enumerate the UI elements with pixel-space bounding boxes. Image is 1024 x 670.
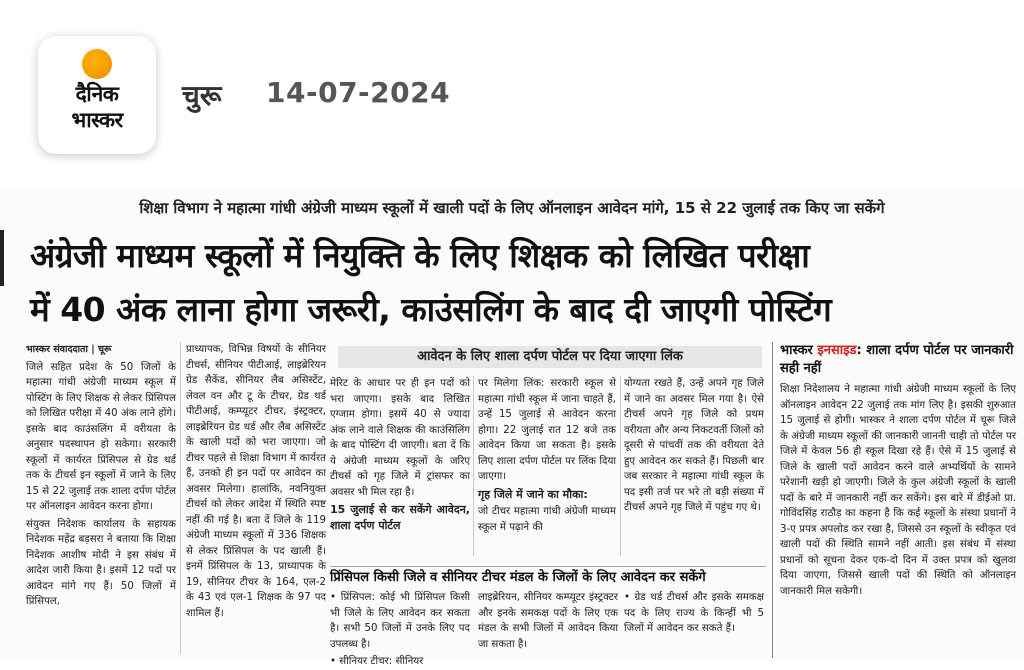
paragraph: प्राध्यापक, विभिन्न विषयों के सीनियर टीचर्स, सीनियर पीटीआई, लाइब्रेरियन ग्रेड सैकेंड, सीनियर लैब असिस्टेंट, लेवल वन और टू के टीचर, ग्रेड थर्ड पीटीआई, कम्प्यूटर टीचर, इंस्ट्रक्टर, लाइब्रेरियन ग्रेड थर्ड और लैब असिस्टेंट के खाली पदों को भरा जाएगा। जो टीचर पहले से शिक्षा विभाग में कार्यरत हैं, उनको ही इन पदों पर आवेदन का अवसर मिलेगा। हालांकि, नवनियुक्त टीचर्स को लेकर आदेश में स्थिति स्पष्ट नहीं की गई है। बता दें जिले के 119 अंग्रेजी माध्यम स्कूलों में 336 शिक्षक से लेकर प्रिंसिपल के पद खाली हैं। इनमें प्रिंसिपल के 13, प्राध्यापक के 19, सीनियर टीचर के 164, एल-2 के 43 एवं एल-1 शिक्षक के 97 पद शामिल हैं।	[186, 344, 326, 619]
paragraph: शिक्षा निदेशालय ने महात्मा गांधी अंग्रेजी माध्यम स्कूलों के लिए ऑनलाइन आवेदन 22 जुलाई तक मांग लिए है। इसकी शुरुआत 15 जुलाई से होगी। भास्कर ने शाला दर्पण पोर्टल में चूरू जिले के अंग्रेजी माध्यम स्कूलों की जानकारी जाननी चाही तो पोर्टल पर जिले में केवल 56 ही स्कूल दिखा रहे हैं। ऐसे में 15 जुलाई से जिले के खाली पदों आवेदन करने वाले अभ्यर्थियों के सामने परेशानी खड़ी हो जाएगी। जिले के कुल अंग्रेजी स्कूलों के खाली पदों के बारे में जानकारी नहीं कर सकेंगे। इस बारे में डीईओ प्रा. गोविंदसिंह राठौड़ का कहना है कि कई स्कूलों के संस्था प्रधानों ने 3-ए प्रपत्र अपलोड कर रखा है, जिससे उन स्कूलों के स्वीकृत एवं खाली पदों की स्थिति सामने नहीं आती। इस संबंध में संस्था प्रधानों को सूचना देकर एक-दो दिन में उक्त प्रपत्र को खुलवा दिया जाएगा, जिससे खाली पदों की स्थिति को ऑनलाइन जानकारी मिल सकेगी।	[780, 384, 1016, 597]
section-banner-portal-link: आवेदन के लिए शाला दर्पण पोर्टल पर दिया जाएगा लिंक	[338, 346, 762, 368]
paragraph: मेरिट के आधार पर ही इन पदों को भरा जाएगा। इसके बाद लिखित एग्जाम होगा। इसमें 40 से ज्यादा अंक लाने वाले शिक्षक की काउंसिलिंग के बाद पोस्टिंग दी जाएगी। बता दें कि ये अंग्रेजी माध्यम स्कूलों के जरिए टीचर्स को गृह जिले में ट्रांसफर का अवसर भी मिल रहा है।	[330, 378, 470, 498]
article-column-3	[330, 376, 470, 556]
column-divider	[620, 376, 621, 556]
article-column-2	[186, 342, 326, 652]
paragraph: योग्यता रखते हैं, उन्हें अपने गृह जिले में जाने का अवसर मिल गया है। ऐसे टीचर्स अपने गृह जिले को प्रथम वरीयता और अन्य निकटवर्ती जिलों को दूसरी से पांचवीं तक की वरीयता देते हुए आवेदन कर सकते हैं। पिछली बार जब सरकार ने महात्मा गांधी स्कूल के पद इसी तर्ज पर भरे तो बड़ी संख्या में टीचर्स अपने गृह जिले में पहुंच गए थे।	[624, 378, 764, 513]
paragraph: लाइब्रेरियन, सीनियर कम्प्यूटर इंस्ट्रक्टर और इनके समकक्ष पदों के लिए एक मंडल के सभी जिलों में आवेदन किया जा सकता है।	[478, 592, 618, 650]
logo-text-line2: भास्कर	[71, 108, 123, 132]
edition-date: 14-07-2024	[266, 76, 451, 109]
section-banner-principal: प्रिंसिपल किसी जिले व सीनियर टीचर मंडल के जिलों के लिए आवेदन कर सकेंगे	[330, 566, 766, 588]
post-header	[0, 0, 1024, 180]
article-column-6	[330, 590, 470, 667]
subheading: गृह जिले में जाने का मौका:	[478, 487, 588, 501]
dainik-bhaskar-logo[interactable]	[38, 36, 156, 154]
column-divider	[180, 342, 181, 654]
paragraph: • ग्रेड थर्ड टीचर्स और इसके समकक्ष पद के लिए राज्य के किन्हीं भी 5 जिलों में आवेदन कर सकते हैं।	[624, 592, 764, 634]
insider-brand: भास्कर	[780, 343, 813, 358]
column-divider	[473, 376, 474, 556]
insider-tag: इनसाइड	[817, 343, 857, 358]
headline-line-2: में 40 अंक लाना होगा जरूरी, काउंसलिंग के बाद दी जाएगी पोस्टिंग	[30, 290, 832, 329]
subheading: 15 जुलाई से कर सकेंगे आवेदन, शाला दर्पण पोर्टल	[330, 503, 470, 532]
article-column-5	[624, 376, 764, 556]
article-column-8	[624, 590, 764, 656]
insider-column	[780, 382, 1016, 658]
paragraph: जो टीचर महात्मा गांधी अंग्रेजी माध्यम स्कूल में पढ़ाने की	[478, 506, 616, 533]
logo-text-line1: दैनिक	[75, 82, 119, 106]
sun-logo-icon	[82, 49, 112, 79]
article-column-1	[26, 342, 176, 658]
headline-line-1: अंग्रेजी माध्यम स्कूलों में नियुक्ति के लिए शिक्षक को लिखित परीक्षा	[30, 236, 810, 275]
paragraph: संयुक्त निदेशक कार्यालय के सहायक निदेशक महेंद्र बड़सरा ने बताया कि शिक्षा निदेशक आशीष मोदी ने इस संबंध में आदेश जारी किया है। इसमें 12 पदों पर आवेदन मांगे गए हैं। 50 जिलों में प्रिंसिपल,	[26, 518, 176, 607]
insider-heading: : शाला दर्पण पोर्टल पर जानकारी सही नहीं	[780, 343, 1014, 376]
newspaper-clipping	[0, 186, 1024, 667]
city-label: चुरू	[182, 79, 222, 112]
left-margin-bar	[0, 230, 4, 286]
paragraph: • प्रिंसिपल: कोई भी प्रिंसिपल किसी भी जिले के लिए आवेदन कर सकता है। सभी 50 जिलों में उनके लिए पद उपलब्ध है।	[330, 592, 470, 650]
article-kicker: शिक्षा विभाग ने महात्मा गांधी अंग्रेजी माध्यम स्कूलों में खाली पदों के लिए ऑनलाइन आवेदन मांगे, 15 से 22 जुलाई तक किए जा सकेंगे	[139, 199, 885, 217]
paragraph: • सीनियर टीचर: सीनियर	[330, 656, 424, 667]
article-column-4	[478, 376, 616, 556]
paragraph: जिले सहित प्रदेश के 50 जिलों के महात्मा गांधी अंग्रेजी माध्यम स्कूल में पोस्टिंग के लिए शिक्षक से लेकर प्रिंसिपल को लिखित परीक्षा में 40 अंक लाने होंगे। इसके बाद काउंसलिंग में वरीयता के अनुसार पदस्थापन हो सकेगा। सरकारी स्कूलों में कार्यरत प्रिंसिपल से ग्रेड थर्ड तक के टीचर्स इन स्कूलों में जाने के लिए 15 से 22 जुलाई तक शाला दर्पण पोर्टल पर ऑनलाइन आवेदन करना होगा।	[26, 361, 176, 512]
paragraph: पर मिलेगा लिंक: सरकारी स्कूल से महात्मा गांधी स्कूल में जाना चाहते हैं, उन्हें 15 जुलाई से आवेदन करना होगा। 22 जुलाई रात 12 बजे तक आवेदन किया जा सकता है। इसके लिए शाला दर्पण पोर्टल पर लिंक दिया जाएगा।	[478, 378, 616, 482]
dateline: भास्कर संवाददाता | चूरू	[26, 344, 112, 355]
insider-box-title	[780, 342, 1016, 378]
column-divider	[772, 342, 773, 658]
article-column-7	[478, 590, 618, 656]
